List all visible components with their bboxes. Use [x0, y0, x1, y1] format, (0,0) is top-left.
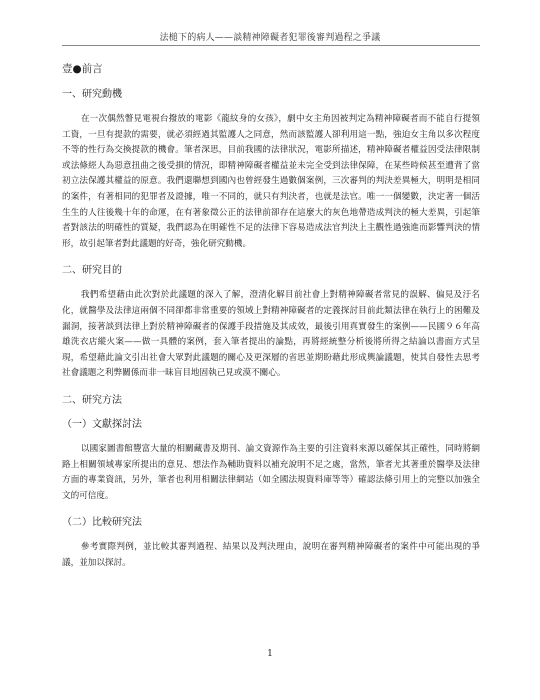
heading-research-method: 二、研究方法: [62, 394, 122, 406]
page-content: [62, 62, 480, 583]
page-number: 1: [267, 649, 273, 659]
paragraph-literature-review: 以國家圖書館豐富大量的相關藏書及期刊、論文資源作為主要的引注資料來源以確保其正確性，同時將網路上相關領域專家所提出的意見、想法作為輔助資料以補充說明不足之處，當然，筆者尤其著重於醫學及法律方面的專業資訊，另外，筆者也利用相關法律網站（如全國法規資料庫等等）確認法條引用上的完整以加強全文的可信度。: [62, 443, 480, 501]
header-divider: [62, 45, 480, 46]
section-title: 壹●前言: [62, 63, 103, 75]
subheading-comparative-study: （二）比較研究法: [62, 517, 142, 529]
paragraph-purpose: 我們希望藉由此次對於此議題的深入了解，澄清化解目前社會上對精神障礙者常見的誤解、偏見及汙名化，就醫學及法律這兩個不同卻都非常重要的領域上對精神障礙者的定義探討目前此類法律在執行上的困難及漏洞，接著談到法律上對於精神障礙者的保護手段措施及其成效，最後引用真實發生的案例——民國９６年高雄洗衣店縱火案——做一具體的案例，套入筆者提出的論點，再將經統整分析後將所得之結論以書面方式呈現，希望藉此論文引出社會大眾對此議題的關心及更深層的省思並期盼藉此形成輿論議題，使其自發性去思考社會議題之利弊關係而非一昧盲目地固執己見或漠不關心。: [62, 290, 480, 379]
paragraph-comparative-study: 參考實際判例，並比較其審判過程、結果以及判決理由，說明在審判精神障礙者的案件中可能出現的爭議，並加以探討。: [62, 542, 480, 568]
heading-research-motivation: 一、研究動機: [62, 89, 122, 100]
subheading-literature-review: （一）文獻探討法: [62, 418, 142, 430]
heading-research-purpose: 二、研究目的: [62, 265, 122, 277]
running-header: 法槌下的病人——談精神障礙者犯罪後審判過程之爭議: [159, 33, 381, 43]
paragraph-motivation: 在一次偶然瞥見電視台撥放的電影《龍紋身的女孩》，劇中女主角因被判定為精神障礙者而不能自行提領工資，一旦有提款的需要，就必須經過其監護人之同意，然而該監護人卻利用這一點，強迫女主角以多次程度不等的性行為交換提款的機會。筆者深思，目前我國的法律狀況，電影所描述，精神障礙者權益因受法律限制或法條經人為惡意扭曲之後受損的情況，即精神障礙者權益並未完全受到法律保障，在某些時候甚至遭背了當初立法保護其權益的原意。我們還聯想到國內也曾經發生過數個案例，三次審判的判決差異極大，明明是相同的案件，有著相同的犯罪者及證據，唯一不同的，就只有判決者，也就是法官。唯一一個變數，決定著一個活生生的人往後幾十年的命運，在有著象徵公正的法律前卻存在這麼大的灰色地帶造成判決的極大差異，引起筆者對該法的明確性的質疑，我們認為在明確性不足的法律下容易造成法官判決上主觀性過強進而影響判決的情形，故引起筆者對此議題的好奇，強化研究動機。: [62, 114, 480, 249]
